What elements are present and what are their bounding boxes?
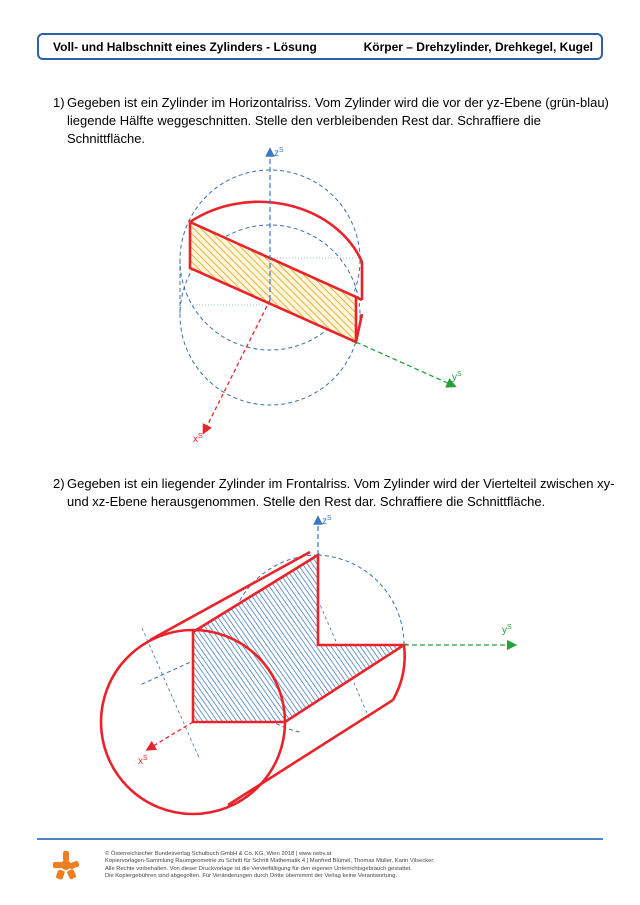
figure-1-y-axis bbox=[356, 342, 452, 385]
publisher-logo-icon bbox=[51, 850, 81, 880]
figure-1-cylinder-half-section bbox=[180, 147, 462, 445]
footer-divider bbox=[37, 838, 603, 840]
figure-2-y-label: $y^S$ bbox=[502, 624, 512, 636]
footer-line-2: Kopiervorlagen-Sammlung Raumgeometrie zu Schritt für Schritt Mathematik 4 | Manfred Blümel, Thomas Müller, Karin Vilsecker bbox=[105, 858, 434, 865]
figure-1-z-label: $z^S$ bbox=[274, 147, 284, 159]
figure-2-z-label: $z^S$ bbox=[322, 515, 332, 527]
task-1-number: 1) bbox=[53, 95, 65, 110]
figure-2-cylinder-quarter-removed bbox=[101, 515, 512, 814]
task-2-number: 2) bbox=[53, 476, 65, 491]
figure-1-y-label: $y^S$ bbox=[452, 371, 462, 383]
figure-2-x-label: $x^S$ bbox=[138, 755, 148, 767]
header-right-title: Körper – Drehzylinder, Drehkegel, Kugel bbox=[363, 40, 593, 54]
figure-1-x-label: $x^S$ bbox=[193, 433, 203, 445]
figure-1-x-axis bbox=[205, 300, 270, 430]
footer-line-3: Alle Rechte vorbehalten. Von dieser Druckvorlage ist die Vervielfältigung für den eigenen Unterrichtsgebrauch gestattet. bbox=[105, 865, 412, 872]
footer-line-1: © Österreichischer Bundesverlag Schulbuch GmbH & Co. KG, Wien 2018 | www.oebv.at bbox=[105, 851, 332, 857]
footer-copyright bbox=[105, 851, 605, 880]
figure-2-x-axis bbox=[150, 722, 193, 748]
header-left-title: Voll- und Halbschnitt eines Zylinders - Lösung bbox=[53, 40, 317, 54]
figure-1-cut-surface bbox=[190, 222, 356, 342]
task-1-text: Gegeben ist ein Zylinder im Horizontalriss. Vom Zylinder wird die vor der yz-Ebene (grün-blau) liegende Hälfte weggeschnitten. Stelle den verbleibenden Rest dar. Schraffiere die Schnittfläche. bbox=[67, 95, 609, 146]
task-2-text: Gegeben ist ein liegender Zylinder im Frontalriss. Vom Zylinder wird der Viertelteil zwischen xy- und xz-Ebene herausgenommen. Stelle den Rest dar. Schraffiere die Schnittfläche. bbox=[67, 476, 615, 509]
footer-line-4: Die Kopiergebühren sind abgegolten. Für Veränderungen durch Dritte übernimmt der Verlag keine Verantwortung. bbox=[105, 872, 397, 879]
